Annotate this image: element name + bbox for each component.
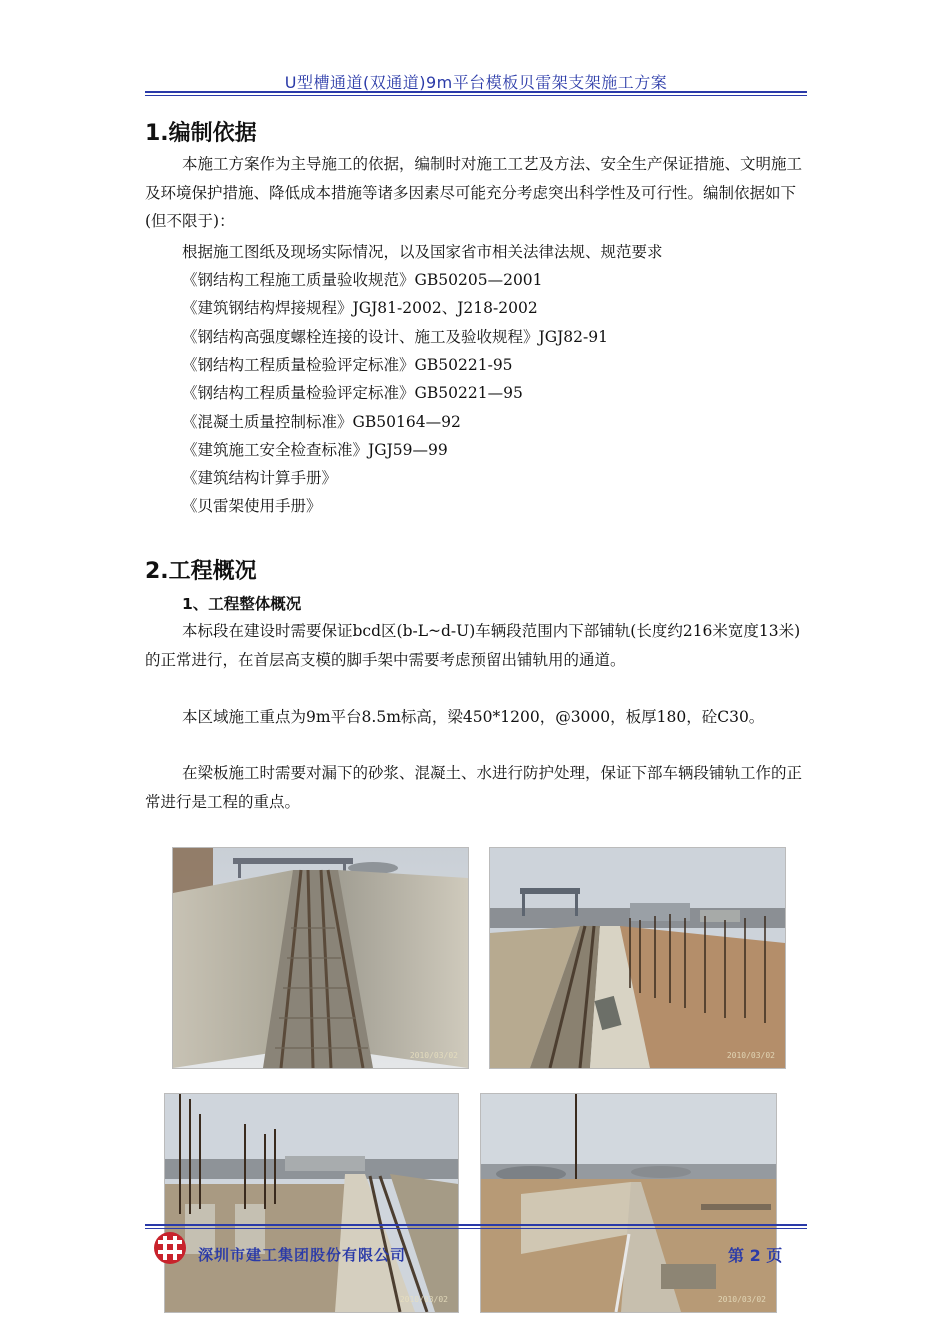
- section-2-paragraph-1: 本标段在建设时需要保证bcd区(b-L~d-U)车辆段范围内下部铺轨(长度约216米宽度13米)的正常进行，在首层高支模的脚手架中需要考虑预留出铺轨用的通道。: [145, 622, 801, 669]
- site-photo-excavation: [480, 1093, 777, 1313]
- page-header-title: U型槽通道(双通道)9m平台模板贝雷架支架施工方案: [284, 73, 668, 92]
- reference-item: 《钢结构高强度螺栓连接的设计、施工及验收规程》JGJ82-91: [182, 328, 608, 346]
- photo-date-stamp: 2010/03/02: [409, 1051, 458, 1060]
- reference-item: 《建筑结构计算手册》: [182, 469, 338, 487]
- photo-date-stamp: 2010/03/02: [726, 1051, 775, 1060]
- company-logo-icon: [152, 1230, 188, 1266]
- section-1-basis: 根据施工图纸及现场实际情况，以及国家省市相关法律法规、规范要求: [182, 243, 663, 261]
- reference-item: 《钢结构工程施工质量验收规范》GB50205—2001: [182, 271, 543, 289]
- section-2-paragraph-3: 在梁板施工时需要对漏下的砂浆、混凝土、水进行防护处理，保证下部车辆段铺轨工作的正常进行是工程的重点。: [145, 764, 803, 811]
- photo-date-stamp: 2010/03/02: [399, 1295, 448, 1304]
- section-2-paragraph-2: 本区域施工重点为9m平台8.5m标高，梁450*1200，@3000，板厚180，砼C30。: [182, 708, 765, 726]
- reference-item: 《钢结构工程质量检验评定标准》GB50221—95: [182, 384, 523, 402]
- section-1-heading: 1.编制依据: [145, 121, 257, 146]
- footer-page-number: 第 2 页: [728, 1246, 783, 1265]
- reference-item: 《建筑钢结构焊接规程》JGJ81-2002、J218-2002: [182, 299, 538, 317]
- site-photo-rebar-columns: [164, 1093, 459, 1313]
- section-1-intro: 本施工方案作为主导施工的依据，编制时对施工工艺及方法、安全生产保证措施、文明施工及环境保护措施、降低成本措施等诸多因素尽可能充分考虑突出科学性及可行性。编制依据如下(但不限于)：: [145, 155, 803, 230]
- reference-item: 《混凝土质量控制标准》GB50164—92: [182, 413, 461, 431]
- site-photo-track-channel: [172, 847, 469, 1069]
- reference-item: 《钢结构工程质量检验评定标准》GB50221-95: [182, 356, 513, 374]
- reference-item: 《建筑施工安全检查标准》JGJ59—99: [182, 441, 448, 459]
- footer-company-name: 深圳市建工集团股份有限公司: [198, 1246, 407, 1264]
- reference-item: 《贝雷架使用手册》: [182, 497, 322, 515]
- header-rule: [145, 91, 807, 96]
- photo-date-stamp: 2010/03/02: [717, 1295, 766, 1304]
- site-photo-track-rebar: [489, 847, 786, 1069]
- section-2-subheading: 1、工程整体概况: [182, 595, 302, 613]
- footer-rule: [145, 1224, 807, 1229]
- section-2-heading: 2.工程概况: [145, 559, 257, 584]
